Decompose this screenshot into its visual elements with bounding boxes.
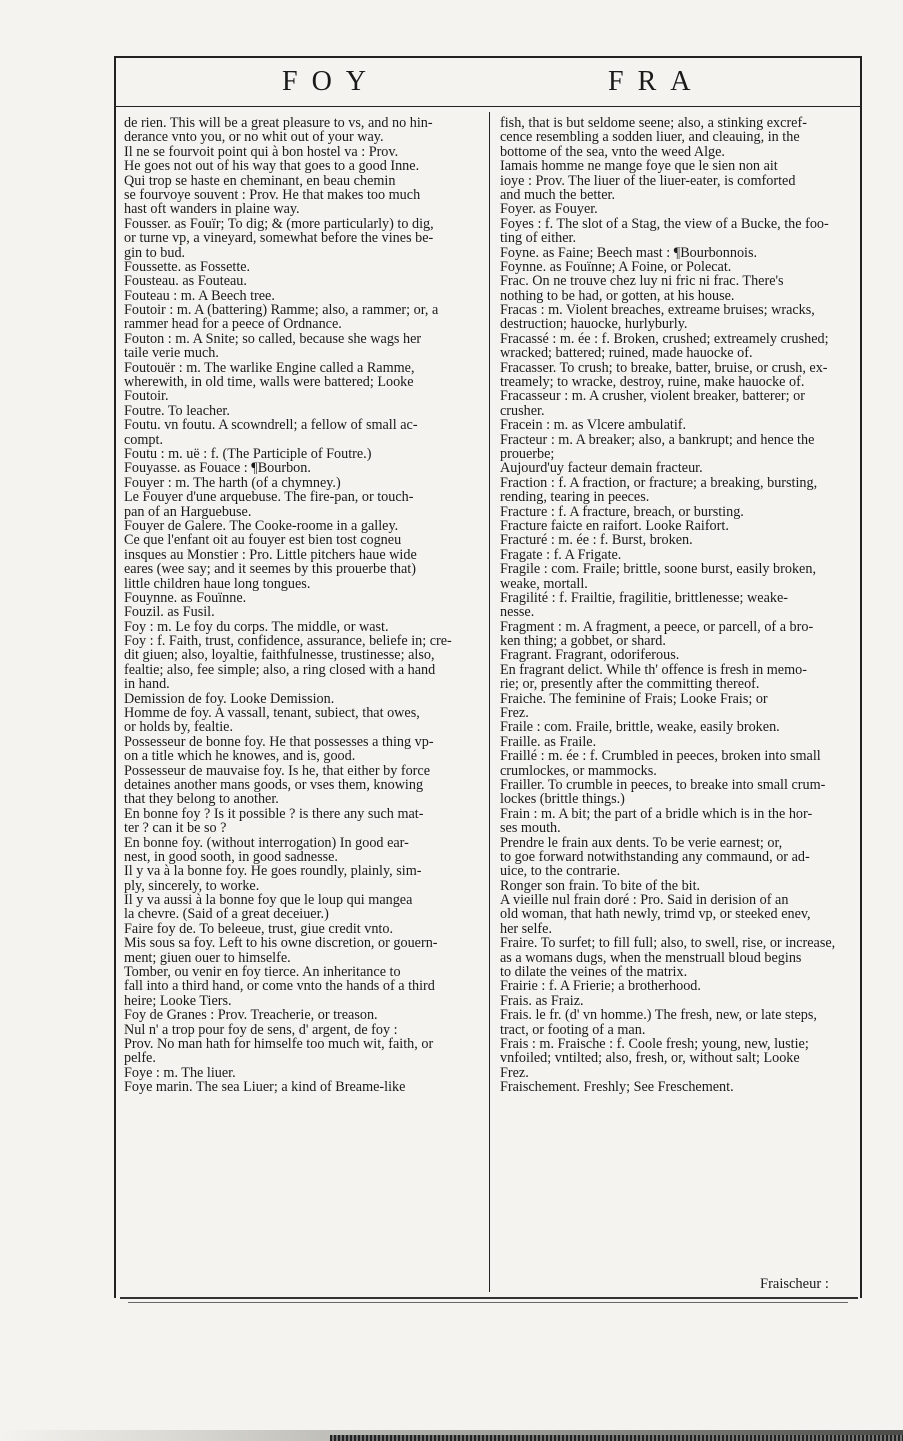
dictionary-line: nesse. [500, 605, 535, 620]
dictionary-line: Homme de foy. A vassall, tenant, subiect, that owes, [124, 706, 420, 721]
dictionary-line: Fraction : f. A fraction, or fracture; a breaking, bursting, [500, 475, 818, 491]
dictionary-line: derance vnto you, or no whit out of your way. [124, 130, 384, 145]
dictionary-line: Foynne. as Fouïnne; A Foine, or Polecat. [500, 259, 732, 275]
dictionary-line: on a title which he knowes, and is, good. [124, 749, 356, 764]
dictionary-line: Ronger son frain. To bite of the bit. [500, 878, 701, 894]
dictionary-line: her selfe. [500, 921, 552, 937]
running-head-right: FRA [608, 66, 705, 97]
dictionary-line: destruction; hauocke, hurlyburly. [500, 317, 688, 332]
dictionary-line: Fraille. as Fraile. [500, 734, 597, 750]
dictionary-line: Frairie : f. A Frierie; a brotherhood. [500, 979, 701, 994]
dictionary-line: Nul n' a trop pour foy de sens, d' argent, de foy : [124, 1022, 398, 1037]
dictionary-line: ment; giuen ouer to himselfe. [124, 950, 291, 966]
dictionary-line: A vieille nul frain doré : Pro. Said in derision of an [500, 893, 789, 908]
dictionary-line: ply, sincerely, to worke. [124, 878, 260, 894]
dictionary-line: prouerbe; [500, 446, 555, 462]
dictionary-line: hast oft wanders in plaine way. [124, 202, 300, 217]
dictionary-line: Demission de foy. Looke Demission. [124, 691, 335, 707]
dictionary-line: as a womans dugs, when the menstruall bloud begins [500, 950, 802, 966]
dictionary-line: treamely; to wracke, destroy, ruine, make hauocke of. [500, 375, 805, 390]
dictionary-line: Ce que l'enfant oit au fouyer est bien tost cogneu [124, 533, 402, 548]
scan-edge-texture [330, 1435, 903, 1441]
dictionary-line: Fragile : com. Fraile; brittle, soone burst, easily broken, [500, 562, 816, 577]
dictionary-line: Il y va aussi à la bonne foy que le loup qui mangea [124, 893, 413, 908]
dictionary-line: fish, that is but seldome seene; also, a stinking excref- [500, 116, 807, 131]
dictionary-line: ter ? can it be so ? [124, 821, 227, 836]
dictionary-line: ting of either. [500, 231, 577, 246]
dictionary-line: Fragilité : f. Frailtie, fragilitie, brittlenesse; weake- [500, 590, 788, 606]
dictionary-line: Aujourd'uy facteur demain fracteur. [500, 461, 703, 476]
running-head-left: FOY [282, 66, 381, 97]
dictionary-line: to dilate the veines of the matrix. [500, 965, 688, 980]
dictionary-line: Qui trop se haste en cheminant, en beau chemin [124, 173, 396, 188]
left-column [124, 116, 484, 1095]
dictionary-line: Fracture : f. A fracture, breach, or bursting. [500, 504, 744, 519]
dictionary-line: Frais : m. Fraische : f. Coole fresh; young, new, lustie; [500, 1037, 809, 1052]
dictionary-line: fall into a third hand, or come vnto the hands of a third [124, 979, 435, 994]
dictionary-line: fealtie; also, fee simple; also, a ring closed with a hand [124, 662, 436, 678]
dictionary-line: Fousteau. as Fouteau. [124, 274, 247, 289]
dictionary-line: Prov. No man hath for himselfe too much wit, faith, or [124, 1037, 434, 1052]
dictionary-line: compt. [124, 432, 164, 447]
dictionary-line: Le Fouyer d'une arquebuse. The fire-pan, or touch- [124, 490, 414, 505]
dictionary-line: Fraischement. Freshly; See Freschement. [500, 1080, 734, 1095]
dictionary-line: Frac. On ne trouve chez luy ni fric ni frac. There's [500, 274, 784, 289]
dictionary-line: Foutoir : m. A (battering) Ramme; also, a rammer; or, a [124, 303, 439, 318]
dictionary-line: Frain : m. A bit; the part of a bridle which is in the hor- [500, 806, 813, 822]
dictionary-line: little children haue long tongues. [124, 576, 311, 591]
dictionary-line: gin to bud. [124, 245, 186, 260]
dictionary-line: ioye : Prov. The liuer of the liuer-eater, is comforted [500, 173, 796, 188]
dictionary-line: in hand. [124, 677, 170, 692]
dictionary-line: Foy : f. Faith, trust, confidence, assurance, beliefe in; cre- [124, 634, 452, 649]
dictionary-line: Frez. [500, 1065, 529, 1081]
dictionary-line: Fraiche. The feminine of Frais; Looke Frais; or [500, 691, 768, 707]
dictionary-line: heire; Looke Tiers. [124, 993, 232, 1009]
dictionary-line: nest, in good sooth, in good sadnesse. [124, 849, 338, 865]
dictionary-line: Fraillé : m. ée : f. Crumbled in peeces, broken into small [500, 749, 821, 764]
dictionary-line: pan of an Harguebuse. [124, 504, 252, 519]
dictionary-line: wracked; battered; ruined, made hauocke of. [500, 346, 753, 361]
dictionary-line: Fouyasse. as Fouace : ¶Bourbon. [124, 461, 311, 476]
dictionary-line: Fracein : m. as Vlcere ambulatif. [500, 418, 687, 433]
dictionary-line: Foutouër : m. The warlike Engine called a Ramme, [124, 360, 415, 376]
dictionary-line: Fouzil. as Fusil. [124, 605, 215, 620]
header-rule [114, 106, 862, 107]
dictionary-line: Faire foy de. To beleeue, trust, giue credit vnto. [124, 921, 394, 937]
dictionary-line: Fouyer : m. The harth (of a chymney.) [124, 475, 341, 491]
dictionary-line: that they belong to another. [124, 792, 279, 807]
dictionary-line: He goes not out of his way that goes to a good Inne. [124, 159, 420, 174]
dictionary-line: Fragrant. Fragrant, odoriferous. [500, 648, 680, 663]
dictionary-line: ses mouth. [500, 821, 561, 836]
dictionary-line: Fraile : com. Fraile, brittle, weake, easily broken. [500, 720, 780, 735]
bottom-rule-shadow [128, 1302, 848, 1303]
column-divider [489, 112, 490, 1292]
dictionary-line: cence resembling a sodden liuer, and cleauing, in the [500, 130, 800, 145]
dictionary-line: tract, or footing of a man. [500, 1022, 646, 1037]
dictionary-line: or holds by, fealtie. [124, 720, 234, 735]
dictionary-line: Possesseur de bonne foy. He that possesses a thing vp- [124, 734, 434, 750]
dictionary-line: Iamais homme ne mange foye que le sien non ait [500, 159, 778, 174]
dictionary-line: Fouteau : m. A Beech tree. [124, 288, 275, 304]
dictionary-line: old woman, that hath newly, trimd vp, or steeked enev, [500, 907, 811, 922]
dictionary-line: Foyne. as Faine; Beech mast : ¶Bourbonnois. [500, 245, 758, 260]
dictionary-line: En bonne foy. (without interrogation) In good ear- [124, 835, 409, 850]
dictionary-line: uice, to the contrarie. [500, 864, 621, 879]
dictionary-line: and much the better. [500, 187, 616, 203]
dictionary-line: Fouyer de Galere. The Cooke-roome in a galley. [124, 518, 399, 534]
dictionary-line: eares (wee say; and it seemes by this prouerbe that) [124, 562, 416, 577]
dictionary-line: Fracas : m. Violent breaches, extreame bruises; wracks, [500, 303, 815, 318]
dictionary-line: wherewith, in old time, walls were battered; Looke [124, 375, 414, 390]
dictionary-line: Fragment : m. A fragment, a peece, or parcell, of a bro- [500, 619, 814, 635]
dictionary-line: Foutu. vn foutu. A scowndrell; a fellow of small ac- [124, 418, 418, 433]
dictionary-line: detaines another mans goods, or vses them, knowing [124, 777, 424, 793]
dictionary-line: se fourvoye souvent : Prov. He that makes too much [124, 187, 421, 203]
dictionary-line: Frez. [500, 706, 529, 721]
dictionary-line: bottome of the sea, vnto the weed Alge. [500, 144, 725, 160]
dictionary-line: taile verie much. [124, 346, 219, 361]
dictionary-line: vnfoiled; vntilted; also, fresh, or, without salt; Looke [500, 1051, 800, 1066]
dictionary-line: rie; or, presently after the committing thereof. [500, 677, 760, 692]
dictionary-line: la chevre. (Said of a great deceiuer.) [124, 907, 329, 922]
dictionary-line: pelfe. [124, 1051, 156, 1066]
dictionary-line: Possesseur de mauvaise foy. Is he, that either by force [124, 763, 430, 778]
dictionary-line: lockes (brittle things.) [500, 792, 625, 807]
dictionary-line: nothing to be had, or gotten, at his house. [500, 288, 735, 304]
dictionary-line: crusher. [500, 403, 545, 419]
dictionary-line: Fouton : m. A Snite; so called, because she wags her [124, 331, 422, 347]
dictionary-line: dit giuen; also, loyaltie, faithfulnesse, trustinesse; also, [124, 648, 435, 663]
dictionary-line: Foye marin. The sea Liuer; a kind of Breame-like [124, 1080, 406, 1095]
dictionary-line: Foy : m. Le foy du corps. The middle, or wast. [124, 619, 389, 635]
dictionary-line: Mis sous sa foy. Left to his owne discretion, or gouern- [124, 936, 438, 951]
dictionary-line: En fragrant delict. While th' offence is fresh in memo- [500, 662, 807, 678]
dictionary-line: Fraire. To surfet; to fill full; also, to swell, rise, or increase, [500, 936, 836, 951]
dictionary-line: de rien. This will be a great pleasure to vs, and no hin- [124, 116, 433, 131]
dictionary-line: or turne vp, a vineyard, somewhat before the vines be- [124, 231, 434, 246]
dictionary-line: ken thing; a gobbet, or shard. [500, 634, 666, 649]
dictionary-line: Tomber, ou venir en foy tierce. An inheritance to [124, 965, 401, 980]
dictionary-line: insques au Monstier : Pro. Little pitchers haue wide [124, 547, 417, 563]
dictionary-line: rending, tearing in peeces. [500, 490, 650, 505]
dictionary-line: Frais. le fr. (d' vn homme.) The fresh, new, or late steps, [500, 1008, 817, 1023]
dictionary-line: Foutoir. [124, 389, 169, 404]
dictionary-line: Fracasseur : m. A crusher, violent breaker, batterer; or [500, 389, 805, 404]
dictionary-line: to goe forward notwithstanding any commaund, or ad- [500, 849, 810, 865]
dictionary-line: Foy de Granes : Prov. Treacherie, or treason. [124, 1008, 378, 1023]
dictionary-line: Foye : m. The liuer. [124, 1065, 236, 1081]
dictionary-line: En bonne foy ? Is it possible ? is there any such mat- [124, 806, 424, 822]
bottom-rule [120, 1297, 858, 1299]
dictionary-line: Fracassé : m. ée : f. Broken, crushed; extreamely crushed; [500, 331, 829, 347]
dictionary-line: Foyer. as Fouyer. [500, 202, 598, 217]
dictionary-line: Frais. as Fraiz. [500, 993, 584, 1009]
dictionary-line: Fracasser. To crush; to breake, batter, bruise, or crush, ex- [500, 360, 828, 376]
dictionary-line: crumlockes, or mammocks. [500, 763, 657, 778]
dictionary-line: rammer head for a peece of Ordnance. [124, 317, 342, 332]
dictionary-line: Foyes : f. The slot of a Stag, the view of a Bucke, the foo- [500, 216, 829, 232]
dictionary-line: Foutu : m. uë : f. (The Participle of Foutre.) [124, 446, 372, 462]
dictionary-line: Il ne se fourvoit point qui à bon hostel va : Prov. [124, 144, 399, 160]
dictionary-line: Fracture faicte en raifort. Looke Raifort. [500, 518, 729, 534]
dictionary-line: Prendre le frain aux dents. To be verie earnest; or, [500, 835, 783, 850]
dictionary-line: Fracteur : m. A breaker; also, a bankrupt; and hence the [500, 432, 815, 447]
dictionary-line: Fracturé : m. ée : f. Burst, broken. [500, 533, 693, 548]
dictionary-line: Foutre. To leacher. [124, 403, 230, 419]
dictionary-line: Frailler. To crumble in peeces, to breake into small crum- [500, 777, 826, 793]
dictionary-line: Fouynne. as Fouïnne. [124, 590, 247, 606]
dictionary-line: Fousser. as Fouïr; To dig; & (more particularly) to dig, [124, 216, 434, 232]
catchword: Fraischeur : [760, 1276, 829, 1292]
right-column [500, 116, 852, 1095]
dictionary-line: Foussette. as Fossette. [124, 259, 251, 275]
dictionary-line: weake, mortall. [500, 576, 588, 591]
dictionary-line: Fragate : f. A Frigate. [500, 547, 622, 563]
dictionary-line: Il y va à la bonne foy. He goes roundly, plainly, sim- [124, 864, 422, 879]
